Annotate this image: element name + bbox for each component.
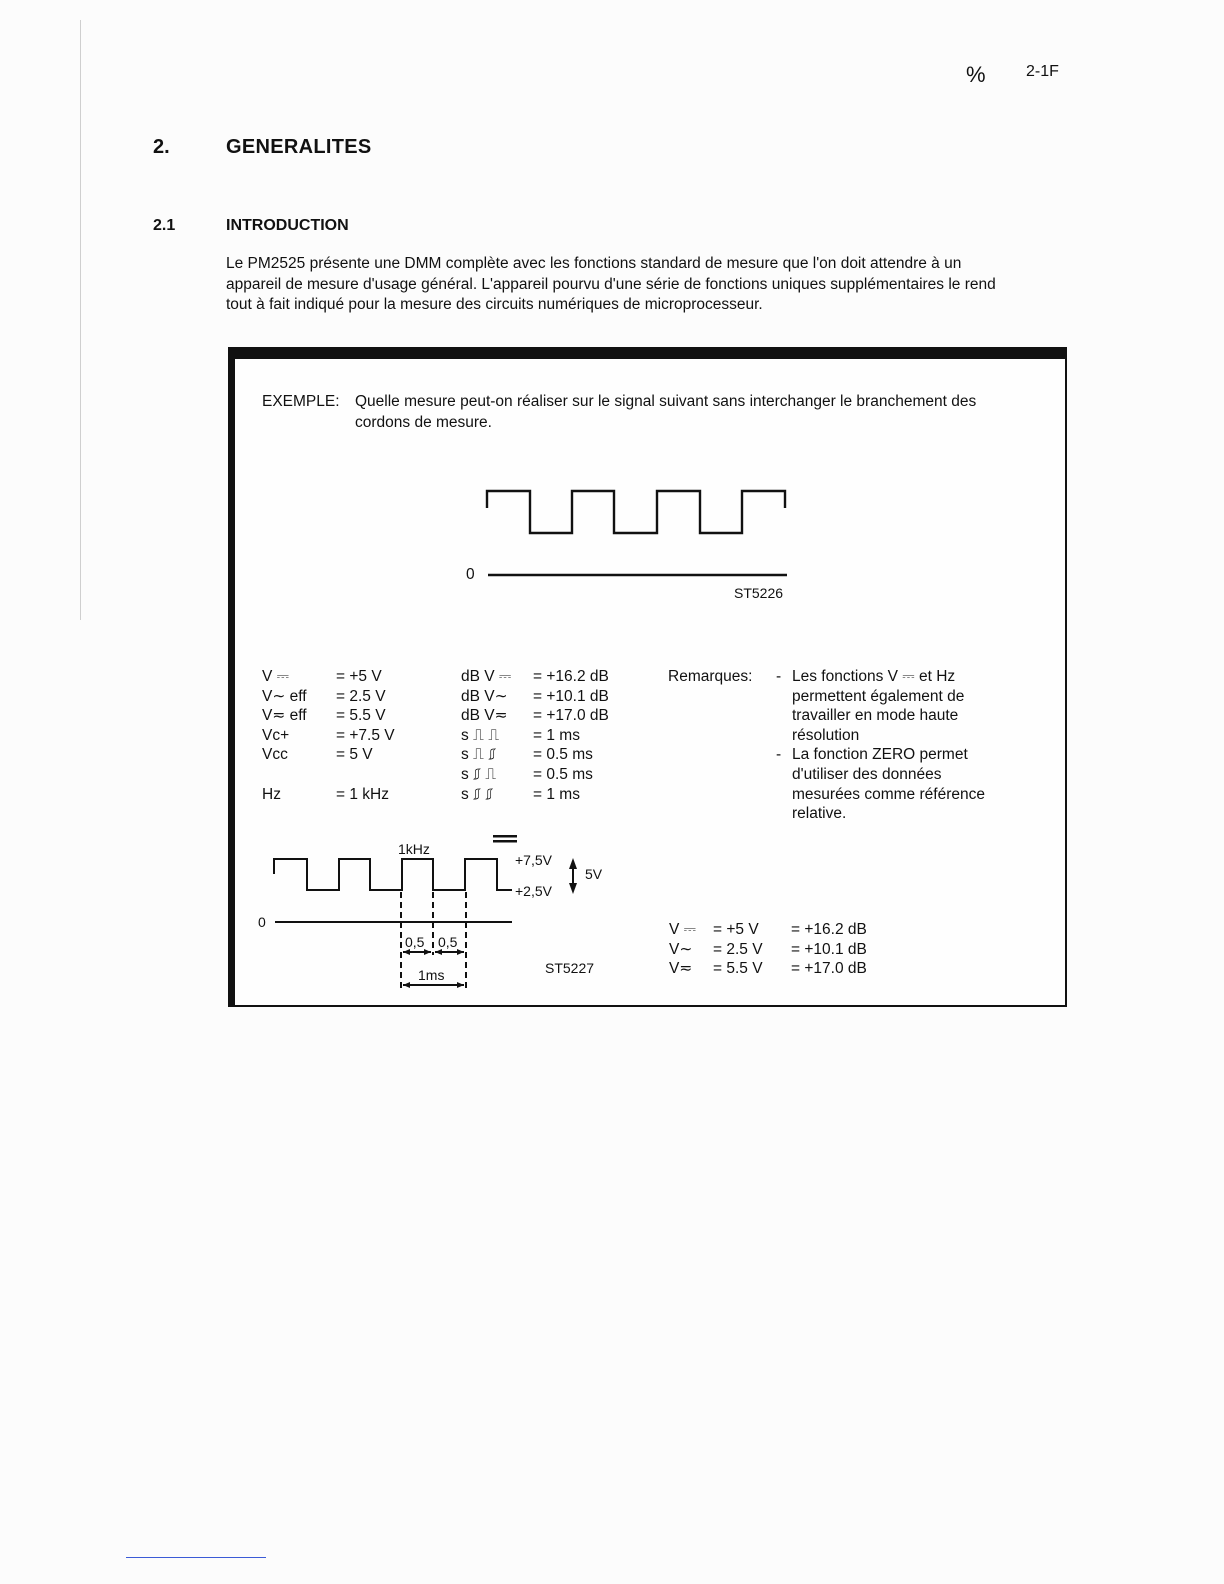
summary-table <box>669 920 867 979</box>
section-number: 2. <box>153 136 170 158</box>
table-row: Hz = 1 kHz <box>262 785 389 803</box>
zero-label-2: 0 <box>258 914 266 930</box>
list-item: d'utiliser des données <box>792 765 942 783</box>
table-row: s ⎎ ⎍ = 0.5 ms <box>461 765 593 783</box>
table-row: dB V ⎓ = +16.2 dB <box>461 668 609 685</box>
table-row: s ⎍ ⎎ = 0.5 ms <box>461 746 593 764</box>
figure-ref: ST5226 <box>734 585 784 601</box>
example-question-line: Quelle mesure peut-on réaliser sur le signal suivant sans interchanger le branchement des <box>355 393 977 410</box>
high-level-label: +7,5V <box>515 852 552 868</box>
table-row: s ⎍ ⎍ = 1 ms <box>461 726 580 744</box>
list-item: relative. <box>792 805 847 823</box>
table-row: Vcc = 5 V <box>262 746 373 764</box>
figure-ref-2: ST5227 <box>545 960 595 976</box>
list-item: mesurées comme référence <box>792 785 985 803</box>
period-label: 1ms <box>418 967 445 983</box>
half-period-label: 0,5 <box>405 934 425 950</box>
section-title: GENERALITES <box>226 136 372 158</box>
list-item: permettent également de <box>792 687 965 705</box>
page-number: 2-1F <box>1026 63 1059 80</box>
intro-line: Le PM2525 présente une DMM complète avec les fonctions standard de mesure que l'on doit attendre à un <box>226 255 962 272</box>
list-item: résolution <box>792 726 860 744</box>
table-row: V≂ eff = 5.5 V <box>262 707 386 725</box>
list-item: - Les fonctions V ⎓ et Hz <box>776 668 956 685</box>
remarks-list <box>776 667 985 824</box>
table-row: Vc+ = +7.5 V <box>262 726 395 744</box>
page-symbol: % <box>966 62 986 87</box>
table-row: V ⎓ = +5 V <box>262 668 382 685</box>
frequency-label: 1kHz <box>398 841 430 857</box>
square-wave-detailed <box>274 859 512 890</box>
table-row: V≂ = 5.5 V = +17.0 dB <box>669 960 867 978</box>
amplitude-label: 5V <box>585 866 603 882</box>
table-row: V∼ eff = 2.5 V <box>262 687 386 705</box>
table-row: dB V≂ = +17.0 dB <box>461 707 609 725</box>
example-question-line: cordons de mesure. <box>355 414 492 431</box>
list-item: - La fonction ZERO permet <box>776 746 968 764</box>
low-level-label: +2,5V <box>515 883 552 899</box>
table-row: V ⎓ = +5 V = +16.2 dB <box>669 921 867 938</box>
remarks-label: Remarques: <box>668 668 753 685</box>
intro-line: tout à fait indiqué pour la mesure des circuits numériques de microprocesseur. <box>226 296 763 313</box>
zero-label: 0 <box>466 566 475 583</box>
table-row: dB V∼ = +10.1 dB <box>461 687 609 705</box>
voltage-table <box>262 667 395 804</box>
intro-line: appareil de mesure d'usage général. L'appareil pourvu d'une série de fonctions uniques supplémentaires le rend <box>226 275 996 293</box>
table-row <box>262 765 395 785</box>
half-period-label: 0,5 <box>438 934 458 950</box>
subsection-number: 2.1 <box>153 217 176 234</box>
table-row: s ⎎ ⎎ = 1 ms <box>461 785 580 803</box>
db-table <box>461 667 609 804</box>
list-item: travailler en mode haute <box>792 707 959 725</box>
table-row: V∼ = 2.5 V = +10.1 dB <box>669 940 867 958</box>
example-label: EXEMPLE: <box>262 393 340 410</box>
square-wave-signal <box>487 491 785 533</box>
footer-rule <box>126 1557 266 1558</box>
subsection-title: INTRODUCTION <box>226 217 349 234</box>
